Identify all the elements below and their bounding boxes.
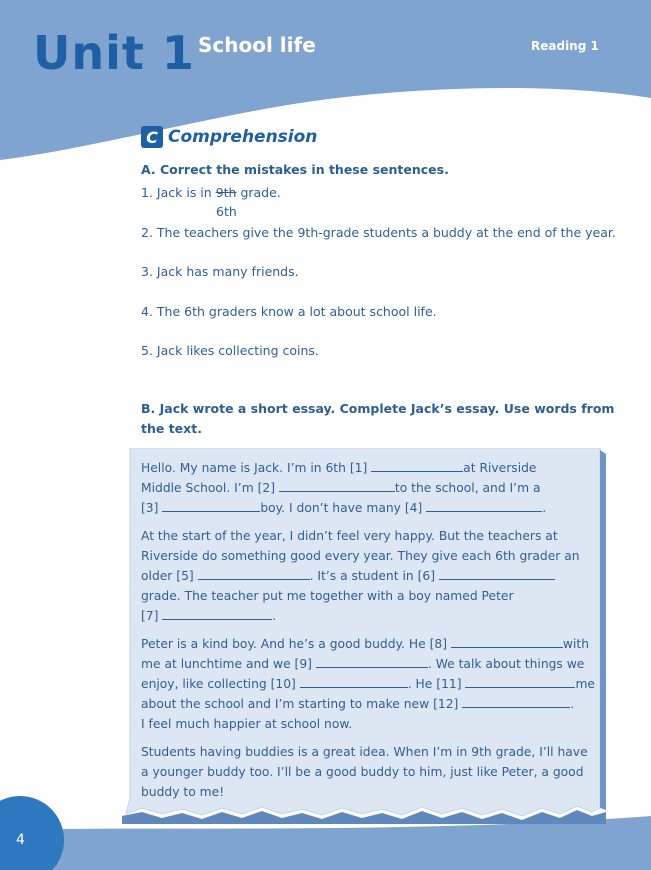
essay-text-run: at Riverside [463, 461, 537, 475]
essay-line: buddy to me! [141, 785, 225, 799]
part-a-item-2 [141, 224, 616, 242]
struck-word: 9th [215, 185, 237, 200]
essay-text-run: Peter is a kind boy. And he’s a good buddy. He [8] [141, 637, 451, 651]
item-number: 1. [141, 185, 153, 200]
essay-text-run: . We talk about things we [427, 657, 585, 671]
footer-band [0, 816, 651, 870]
unit-title: School life [198, 33, 316, 57]
essay-text-run: Hello. My name is Jack. I’m in 6th [1] [141, 461, 372, 475]
item-number: 2. [141, 225, 153, 240]
essay-line: Riverside do something good every year. They give each 6th grader an [141, 549, 580, 563]
essay-text-run: enjoy, like collecting [10] [141, 677, 300, 691]
correction-text: 6th [216, 204, 237, 219]
blank-6[interactable] [439, 566, 555, 580]
essay-text-run: . [542, 501, 547, 515]
part-a-item-5 [141, 342, 319, 360]
blank-9[interactable] [316, 654, 428, 668]
page-number-circle [0, 796, 64, 870]
section-heading [141, 124, 317, 150]
item-text: Jack likes collecting coins. [156, 343, 319, 358]
part-a-item-1 [141, 184, 281, 202]
unit-label: Unit 1 [33, 26, 195, 80]
part-b-instruction-line-2: the text. [141, 421, 202, 436]
blank-11[interactable] [465, 674, 575, 688]
blank-10[interactable] [300, 674, 408, 688]
item-text: Jack has many friends. [156, 264, 299, 279]
header-band [0, 0, 651, 160]
blank-7[interactable] [162, 606, 272, 620]
blank-2[interactable] [279, 478, 395, 492]
blank-12[interactable] [462, 694, 570, 708]
item-number: 5. [141, 343, 153, 358]
part-b-instruction-line-1: B. Jack wrote a short essay. Complete Jack’s essay. Use words from [141, 401, 615, 416]
essay-text-run: with [562, 637, 589, 651]
essay-paragraph-2 [141, 526, 601, 626]
essay-text-run: me at lunchtime and we [9] [141, 657, 316, 671]
essay-text-run: . [570, 697, 575, 711]
essay-text-run: . [272, 609, 277, 623]
essay-text-run: me [575, 677, 595, 691]
essay-line: grade. The teacher put me together with a boy named Peter [141, 589, 514, 603]
essay-line: Students having buddies is a great idea. When I’m in 9th grade, I’ll have [141, 745, 588, 759]
blank-4[interactable] [426, 498, 542, 512]
reading-label: Reading 1 [531, 39, 599, 53]
part-a-item-4 [141, 303, 437, 321]
essay-text-run: . It’s a student in [6] [309, 569, 439, 583]
essay-paragraph-1 [141, 458, 601, 518]
essay-text-run: Middle School. I’m [2] [141, 481, 279, 495]
item-text-after: grade. [236, 185, 281, 200]
essay-line: I feel much happier at school now. [141, 717, 353, 731]
blank-8[interactable] [451, 634, 563, 648]
essay-line: At the start of the year, I didn’t feel very happy. But the teachers at [141, 529, 558, 543]
essay-paragraph-4 [141, 742, 601, 802]
part-a-instruction: A. Correct the mistakes in these sentences. [141, 162, 449, 177]
page-number: 4 [16, 832, 25, 848]
essay-text-run: older [5] [141, 569, 198, 583]
essay-text [141, 458, 601, 810]
essay-box [122, 448, 606, 824]
item-number: 3. [141, 264, 153, 279]
blank-3[interactable] [162, 498, 260, 512]
essay-paragraph-3 [141, 634, 601, 734]
section-badge: C [141, 126, 163, 148]
blank-1[interactable] [371, 458, 463, 472]
blank-5[interactable] [198, 566, 310, 580]
part-a-item-3 [141, 263, 299, 281]
item-text-before: Jack is in [156, 185, 216, 200]
essay-text-run: to the school, and I’m a [394, 481, 541, 495]
essay-line: a younger buddy too. I’ll be a good buddy to him, just like Peter, a good [141, 765, 584, 779]
essay-text-run: boy. I don’t have many [4] [260, 501, 427, 515]
essay-text-run: about the school and I’m starting to make new [12] [141, 697, 463, 711]
item-text: The 6th graders know a lot about school life. [156, 304, 437, 319]
item-text: The teachers give the 9th-grade students a buddy at the end of the year. [156, 225, 616, 240]
item-number: 4. [141, 304, 153, 319]
section-title: Comprehension [168, 127, 318, 147]
essay-text-run: . He [11] [407, 677, 466, 691]
essay-text-run: [3] [141, 501, 163, 515]
essay-text-run: [7] [141, 609, 163, 623]
